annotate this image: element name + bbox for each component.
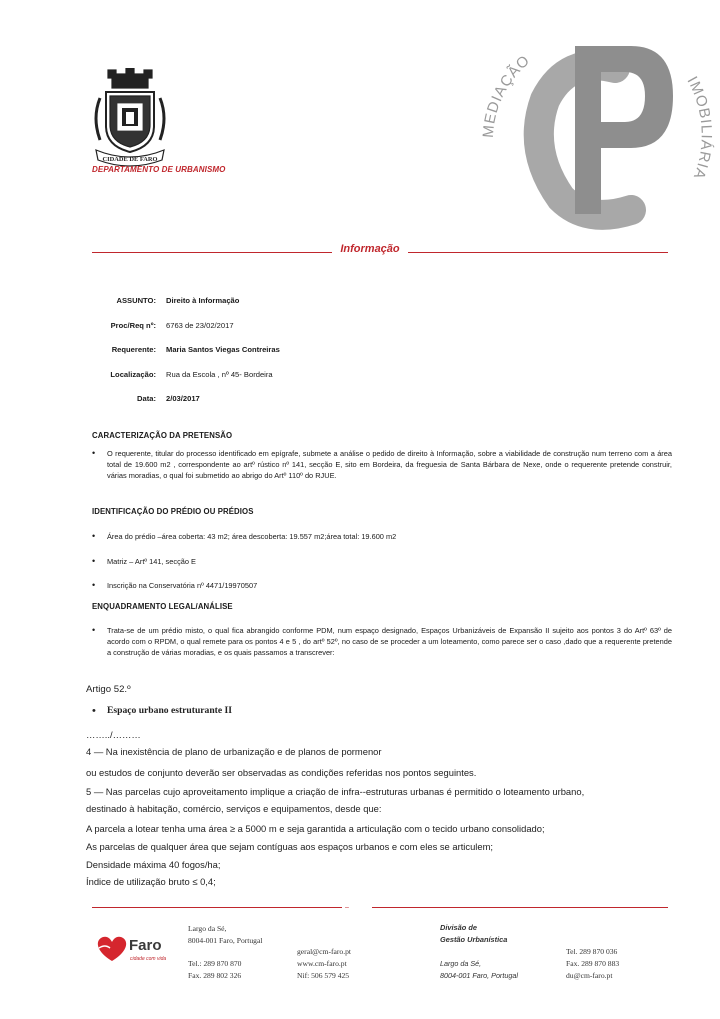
- footer-email-link[interactable]: geral@cm-faro.pt: [297, 947, 352, 956]
- article-line: ou estudos de conjunto deverão ser observadas as condições referidas nos pontos seguintes.: [86, 767, 477, 778]
- article-heading: Artigo 52.º: [86, 684, 131, 695]
- meta-label: ASSUNTO:: [116, 296, 156, 305]
- bullet-icon: •: [92, 705, 96, 717]
- meta-value: Maria Santos Viegas Contreiras: [166, 345, 280, 354]
- footer-division-address: 8004-001 Faro, Portugal: [440, 971, 518, 980]
- article-line: As parcelas de qualquer área que sejam contíguas aos espaços urbanos e com eles se articulem;: [86, 841, 494, 852]
- meta-value: 2/03/2017: [166, 394, 200, 403]
- footer-division-name: Divisão de: [440, 923, 477, 932]
- footer-website-link[interactable]: www.cm-faro.pt: [297, 959, 347, 968]
- article-ellipsis: ……../………: [86, 729, 141, 740]
- meta-label: Requerente:: [111, 345, 156, 354]
- meta-label: Data:: [137, 394, 156, 403]
- list-item: [92, 531, 672, 542]
- footer-division-phone: Tel. 289 870 036: [566, 947, 618, 956]
- list-item: [92, 556, 672, 567]
- document-metadata: [92, 296, 492, 419]
- coat-of-arms-icon: [90, 68, 170, 168]
- legal-framework-paragraph: [92, 625, 672, 658]
- list-item-text: Área do prédio –área coberta: 43 m2; área descoberta: 19.557 m2;área total: 19.600 m2: [107, 532, 397, 541]
- meta-value: Direito à Informação: [166, 296, 240, 305]
- footer-address-line: Largo da Sé,: [188, 924, 227, 933]
- real-estate-watermark-logo: [475, 10, 715, 230]
- faro-heart-logo-icon: [95, 934, 129, 962]
- bullet-icon: •: [92, 580, 96, 590]
- meta-row-process: [92, 321, 492, 346]
- characterization-paragraph: [92, 448, 672, 481]
- footer-division-address: Largo da Sé,: [440, 959, 482, 968]
- footer-nif: Nif: 506 579 425: [297, 971, 350, 980]
- faro-logo-name: Faro: [129, 937, 162, 954]
- section-title-legal-framework: ENQUADRAMENTO LEGAL/ANÁLISE: [92, 602, 233, 611]
- footer-rule-left: [92, 907, 342, 908]
- meta-row-date: [92, 394, 492, 419]
- meta-label: Localização:: [110, 369, 156, 379]
- section-title-characterization: CARACTERIZAÇÃO DA PRETENSÃO: [92, 431, 233, 440]
- footer-fax: Fax. 289 802 326: [188, 971, 242, 980]
- meta-row-location: [92, 370, 492, 395]
- title-rule-right: [408, 252, 668, 253]
- article-line: destinado à habitação, comércio, serviços e equipamentos, desde que:: [86, 803, 382, 814]
- faro-logo-tagline: cidade com vida: [130, 956, 167, 962]
- article-subheading-text: Espaço urbano estruturante II: [107, 705, 232, 716]
- article-line: 4 — Na inexistência de plano de urbanização e de planos de pormenor: [86, 746, 382, 757]
- bullet-icon: •: [92, 448, 96, 458]
- list-item: [92, 580, 672, 591]
- watermark-right-text: IMOBILIÁRIA: [683, 73, 715, 182]
- article-line: Densidade máxima 40 fogos/ha;: [86, 859, 221, 870]
- footer-rule-right: [372, 907, 668, 908]
- meta-label: Proc/Req nº:: [110, 320, 156, 330]
- section-title-identification: IDENTIFICAÇÃO DO PRÉDIO OU PRÉDIOS: [92, 507, 254, 516]
- footer-division-fax: Fax. 289 870 883: [566, 959, 620, 968]
- paragraph-text: Trata-se de um prédio misto, o qual fica abrangido conforme PDM, num espaço designado, Espaços Urbanizáveis de Expansão II sujeito aos pontos 3 do Artº 63º de acordo com o RPDM, o qual remete para os pontos 4 e 5 , do artº 52º, no caso de se proceder a um loteamento, como parece ser o caso ,dado que a requerente pretende a construção de várias moradias, e os quais passamos a transcrever:: [107, 626, 672, 657]
- footer-phone: Tel.: 289 870 870: [188, 959, 242, 968]
- meta-value: Rua da Escola , nº 45- Bordeira: [166, 369, 273, 379]
- meta-row-applicant: [92, 345, 492, 370]
- crest-motto: CIDADE DE FARO: [102, 156, 158, 163]
- bullet-icon: •: [92, 625, 96, 635]
- meta-row-subject: [92, 296, 492, 321]
- footer-address-line: 8004-001 Faro, Portugal: [188, 936, 263, 945]
- article-line: A parcela a lotear tenha uma área ≥ a 5000 m e seja garantida a articulação com o tecido urbano consolidado;: [86, 823, 545, 834]
- footer-division-name: Gestão Urbanística: [440, 935, 508, 944]
- bullet-icon: •: [92, 556, 96, 566]
- article-subheading: [92, 705, 232, 717]
- document-title: Informação: [340, 243, 400, 255]
- footer-rule-mark: –: [345, 904, 349, 911]
- article-line: Índice de utilização bruto ≤ 0,4;: [86, 876, 216, 887]
- department-name: DEPARTAMENTO DE URBANISMO: [92, 165, 226, 174]
- list-item-text: Matriz – Artº 141, secção E: [107, 557, 196, 566]
- article-line: 5 — Nas parcelas cujo aproveitamento implique a criação de infra--estruturas urbanas é permitido o loteamento urbano,: [86, 786, 585, 797]
- paragraph-text: O requerente, titular do processo identificado em epígrafe, submete a análise o pedido de direito à Informação, sobre a viabilidade de construção num terreno com a área total de 19.600 m2 , correspondente ao artº rústico nº 141, secção E, sito em Bordeira, da freguesia de Santa Bárbara de Nexe, onde o requerente pretende construir, várias moradias, o qual foi submetido ao abrigo do Artº 110º do RJUE.: [107, 449, 672, 480]
- title-rule-left: [92, 252, 332, 253]
- footer-division-email-link[interactable]: du@cm-faro.pt: [566, 971, 613, 980]
- list-item-text: Inscrição na Conservatória nº 4471/19970507: [107, 581, 258, 590]
- watermark-top-text: MEDIAÇÃO: [479, 51, 534, 139]
- bullet-icon: •: [92, 531, 96, 541]
- meta-value: 6763 de 23/02/2017: [166, 320, 234, 330]
